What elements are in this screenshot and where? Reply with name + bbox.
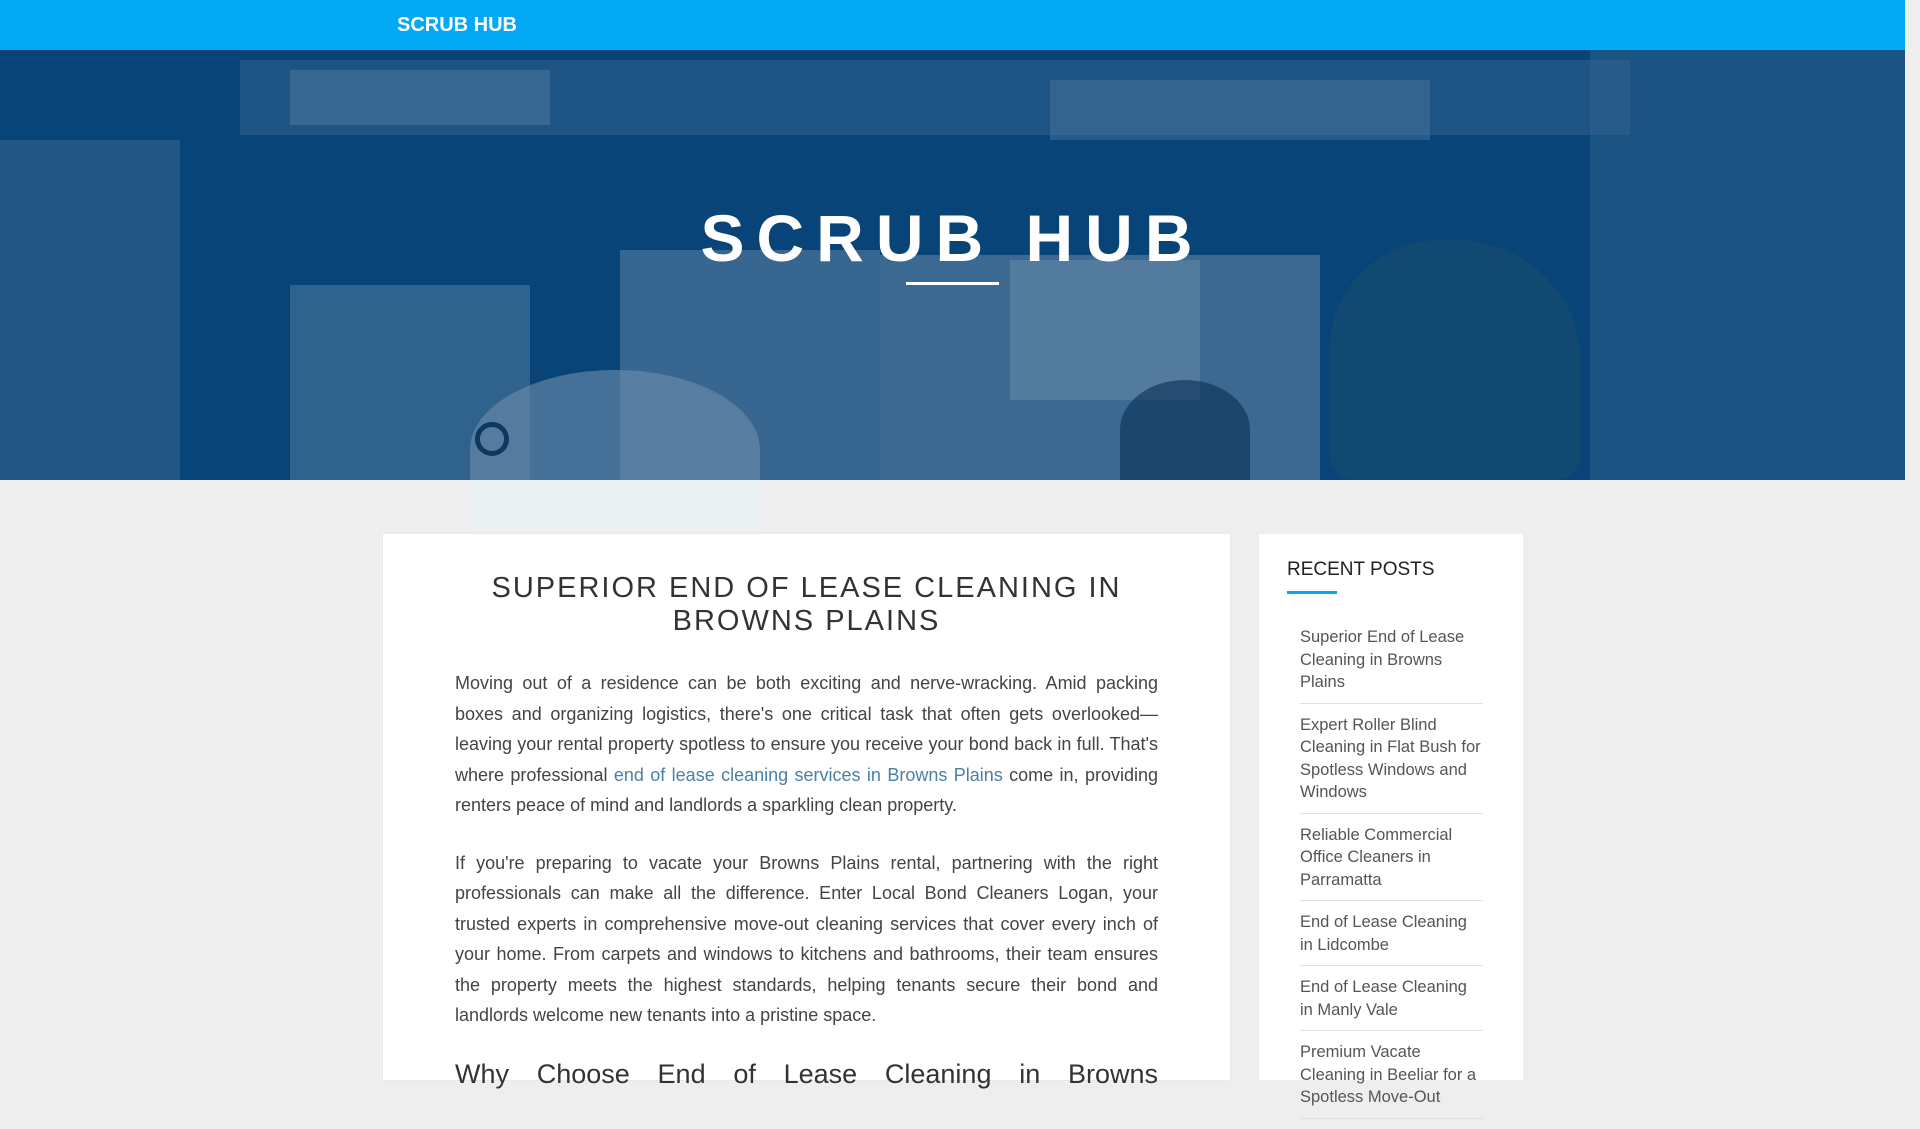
recent-post-link[interactable]: Reliable Commercial Office Cleaners in Parramatta xyxy=(1300,825,1453,889)
article-card xyxy=(383,534,1230,1089)
list-item xyxy=(1300,976,1483,1031)
paragraph-intro-text-b: come in, providing renters peace of mind and landlords a sparkling clean property. xyxy=(455,764,1158,815)
recent-post-link[interactable]: Superior End of Lease Cleaning in Browns Plains xyxy=(1300,628,1465,691)
title-underline xyxy=(906,282,999,285)
services-link[interactable]: end of lease cleaning services in Browns Plains xyxy=(613,764,1003,785)
list-item xyxy=(1300,824,1483,902)
top-navbar xyxy=(0,0,1905,50)
list-item xyxy=(1300,714,1483,814)
recent-post-link[interactable]: End of Lease Cleaning in Manly Vale xyxy=(1300,978,1467,1019)
section-heading: Why Choose End of Lease Cleaning in Browns xyxy=(455,1058,1158,1089)
list-item xyxy=(1300,911,1483,966)
site-title: SCRUB HUB xyxy=(700,201,1205,275)
paragraph-intro xyxy=(455,668,1158,821)
sidebar xyxy=(1259,534,1523,1106)
hero-banner xyxy=(0,50,1905,480)
recent-posts-list xyxy=(1300,626,1483,1129)
brand-link[interactable]: SCRUB HUB xyxy=(397,14,517,36)
recent-posts-title: RECENT POSTS xyxy=(1287,559,1435,580)
recent-post-link[interactable]: End of Lease Cleaning in Lidcombe xyxy=(1300,913,1467,954)
paragraph-intro-text-a: Moving out of a residence can be both exciting and nerve-wracking. Amid packing boxes and organizing logistics, there's one critical task that often gets overlooked—leaving your rental property spotless to ensure you receive your bond back in full. That's where professional xyxy=(455,673,1158,785)
list-item xyxy=(1300,1041,1483,1119)
post-body xyxy=(455,668,1158,1092)
list-item xyxy=(1300,626,1483,704)
recent-post-link[interactable]: Expert Roller Blind Cleaning in Flat Bush for Spotless Windows and Windows xyxy=(1300,715,1481,801)
recent-post-link[interactable]: Premium Vacate Cleaning in Beeliar for a Spotless Move-Out xyxy=(1300,1043,1477,1106)
post-title: SUPERIOR END OF LEASE CLEANING IN BROWNS PLAINS xyxy=(491,572,1122,637)
paragraph-second: If you're preparing to vacate your Browns Plains rental, partnering with the right professionals can make all the difference. Enter Local Bond Cleaners Logan, your trusted experts in comprehensive move-out cleaning services that cover every inch of your home. From carpets and windows to kitchens and bathrooms, their team ensures the property meets the highest standards, helping tenants secure their bond and landlords welcome new tenants into a pristine space. xyxy=(455,852,1158,1025)
recent-posts-underline xyxy=(1287,591,1337,594)
